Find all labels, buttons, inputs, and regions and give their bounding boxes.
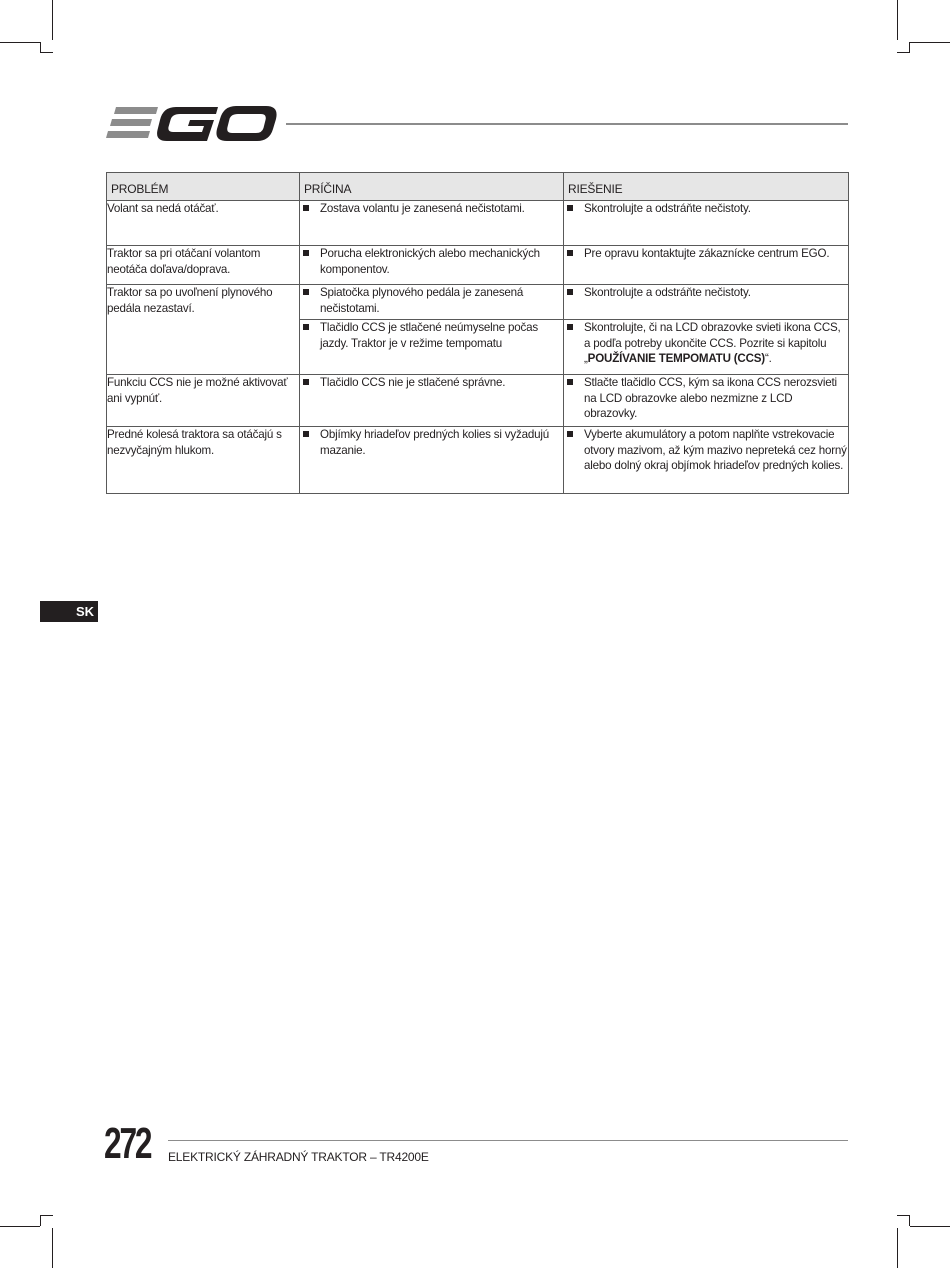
bullet-square-icon [567, 289, 573, 295]
bullet-square-icon [303, 379, 309, 385]
logo-o [216, 106, 276, 141]
solution-cell [564, 285, 849, 320]
page-number: 272 [104, 1119, 151, 1168]
crop-mark [40, 52, 53, 53]
crop-mark [897, 0, 898, 40]
header-rule [286, 123, 848, 125]
bullet-square-icon [303, 250, 309, 256]
table-row [107, 246, 849, 285]
bullet-square-icon [303, 431, 309, 437]
logo-g [157, 107, 218, 141]
cause-text: Objímky hriadeľov predných kolies si vyžadujú mazanie. [320, 428, 549, 457]
footer-title: ELEKTRICKÝ ZÁHRADNÝ TRAKTOR – TR4200E [168, 1150, 429, 1164]
crop-mark [0, 42, 40, 43]
solution-text: Pre opravu kontaktujte zákaznícke centrum EGO. [584, 247, 830, 260]
solution-text: Skontrolujte a odstráňte nečistoty. [584, 286, 751, 299]
crop-mark [910, 42, 950, 43]
crop-mark [909, 42, 910, 53]
problem-cell: Volant sa nedá otáčať. [107, 201, 300, 246]
cause-cell [300, 246, 564, 285]
problem-cell: Funkciu CCS nie je možné aktivovať ani vypnúť. [107, 375, 300, 427]
table-row [107, 201, 849, 246]
column-header-problem: PROBLÉM [107, 173, 300, 201]
bullet-square-icon [303, 289, 309, 295]
problem-cell: Predné kolesá traktora sa otáčajú s nezvyčajným hlukom. [107, 427, 300, 494]
crop-mark [40, 42, 41, 53]
cause-text: Zostava volantu je zanesená nečistotami. [320, 202, 525, 215]
solution-text: Skontrolujte a odstráňte nečistoty. [584, 202, 751, 215]
crop-mark [40, 1215, 41, 1226]
cause-cell [300, 285, 564, 320]
problem-cell: Traktor sa po uvoľnení plynového pedála nezastaví. [107, 285, 300, 375]
cause-cell [300, 320, 564, 375]
solution-cell [564, 320, 849, 375]
crop-mark [40, 1215, 53, 1216]
language-tab: SK [40, 601, 98, 622]
column-header-solution: RIEŠENIE [564, 173, 849, 201]
solution-text-prefix: Skontrolujte, či na LCD obrazovke svieti ikona CCS, a podľa potreby ukončite CCS. Pozrite si kapitolu „ [584, 321, 841, 365]
bullet-square-icon [567, 431, 573, 437]
table-header-row [107, 173, 849, 201]
crop-mark [897, 1228, 898, 1268]
bullet-square-icon [303, 205, 309, 211]
bullet-square-icon [567, 205, 573, 211]
cause-text: Tlačidlo CCS nie je stlačené správne. [320, 376, 506, 389]
cause-text: Tlačidlo CCS je stlačené neúmyselne počas jazdy. Traktor je v režime tempomatu [320, 321, 538, 350]
solution-text-suffix: “. [764, 352, 772, 365]
crop-mark [52, 0, 53, 40]
cause-cell [300, 427, 564, 494]
table-row [107, 285, 849, 320]
cause-cell [300, 201, 564, 246]
solution-cell [564, 201, 849, 246]
cause-text: Porucha elektronických alebo mechanických komponentov. [320, 247, 540, 276]
solution-cell [564, 246, 849, 285]
solution-text [584, 320, 848, 367]
table-row [107, 375, 849, 427]
cause-cell [300, 375, 564, 427]
solution-cell [564, 427, 849, 494]
crop-mark [52, 1228, 53, 1268]
troubleshooting-table [106, 172, 849, 494]
column-header-cause: PRÍČINA [300, 173, 564, 201]
problem-cell: Traktor sa pri otáčaní volantom neotáča doľava/doprava. [107, 246, 300, 285]
chapter-reference: POUŽÍVANIE TEMPOMATU (CCS) [587, 352, 765, 365]
solution-text: Vyberte akumulátory a potom naplňte vstrekovacie otvory mazivom, až kým mazivo nepreteká cez horný alebo dolný okraj objímok hriadeľov predných kolies. [584, 428, 847, 472]
cause-text: Spiatočka plynového pedála je zanesená nečistotami. [320, 286, 524, 315]
crop-mark [909, 1215, 910, 1226]
table-row [107, 427, 849, 494]
solution-text: Stlačte tlačidlo CCS, kým sa ikona CCS nerozsvieti na LCD obrazovke alebo nezmizne z LCD obrazovky. [584, 376, 837, 420]
logo-e [106, 107, 158, 138]
footer-rule [168, 1140, 848, 1141]
solution-cell [564, 375, 849, 427]
bullet-square-icon [303, 324, 309, 330]
bullet-square-icon [567, 250, 573, 256]
bullet-square-icon [567, 379, 573, 385]
bullet-square-icon [567, 324, 573, 330]
ego-logo [106, 102, 278, 144]
crop-mark [910, 1226, 950, 1227]
crop-mark [0, 1226, 40, 1227]
